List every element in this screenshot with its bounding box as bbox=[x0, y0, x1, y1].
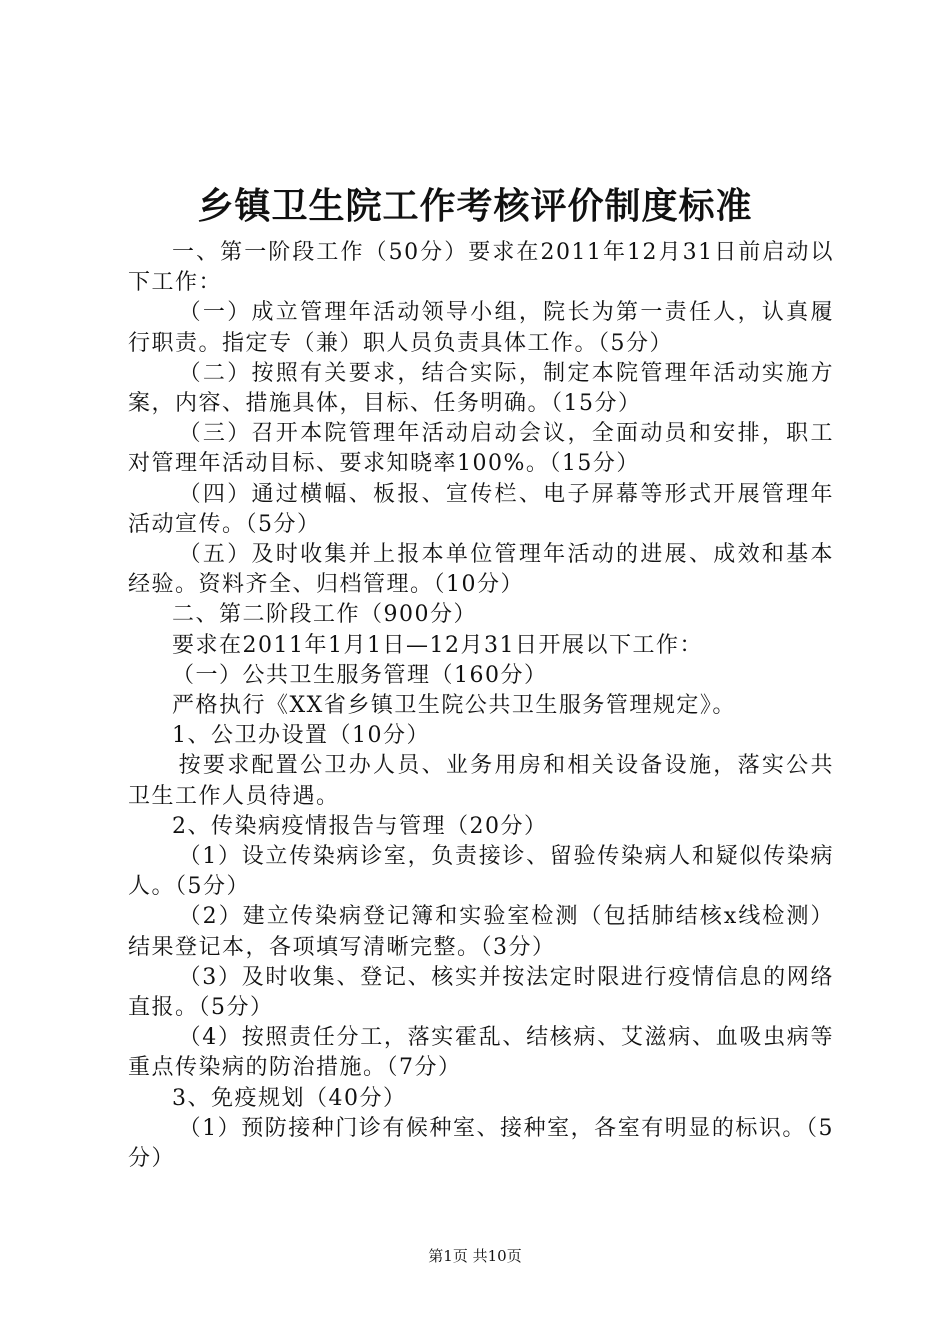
paragraph: （四）通过横幅、板报、宣传栏、电子屏幕等形式开展管理年活动宣传。（5分） bbox=[128, 481, 834, 537]
page-number-footer: 第1页 共10页 bbox=[428, 1247, 522, 1265]
paragraph: 要求在2011年1月1日—12月31日开展以下工作： bbox=[172, 632, 703, 658]
section-heading: 二、第二阶段工作（900分） bbox=[172, 602, 477, 628]
item-heading: 1、公卫办设置（10分） bbox=[172, 723, 430, 749]
item-heading: 3、免疫规划（40分） bbox=[172, 1085, 407, 1111]
section-heading: 一、第一阶段工作（50分）要求在2011年12月31日前启动以下工作： bbox=[128, 240, 834, 296]
paragraph: （3）及时收集、登记、核实并按法定时限进行疫情信息的网络直报。（5分） bbox=[128, 964, 834, 1021]
paragraph: （五）及时收集并上报本单位管理年活动的进展、成效和基本经验。资料齐全、归档管理。（10分） bbox=[128, 542, 834, 598]
paragraph: （1）预防接种门诊有候种室、接种室，各室有明显的标识。（5分） bbox=[128, 1115, 834, 1172]
document-body bbox=[128, 238, 834, 1174]
paragraph: （1）设立传染病诊室，负责接诊、留验传染病人和疑似传染病人。（5分） bbox=[128, 844, 834, 900]
paragraph: （三）召开本院管理年活动启动会议，全面动员和安排，职工对管理年活动目标、要求知晓率100%。（15分） bbox=[128, 421, 834, 477]
item-heading: 2、传染病疫情报告与管理（20分） bbox=[172, 813, 548, 839]
paragraph: 严格执行《XX省乡镇卫生院公共卫生服务管理规定》。 bbox=[172, 693, 736, 719]
paragraph: 按要求配置公卫办人员、业务用房和相关设备设施，落实公共卫生工作人员待遇。 bbox=[128, 753, 834, 809]
paragraph: （二）按照有关要求，结合实际，制定本院管理年活动实施方案，内容、措施具体，目标、任务明确。（15分） bbox=[128, 360, 834, 417]
paragraph: （4）按照责任分工，落实霍乱、结核病、艾滋病、血吸虫病等重点传染病的防治措施。（7分） bbox=[128, 1025, 834, 1081]
paragraph: （2）建立传染病登记簿和实验室检测（包括肺结核x线检测）结果登记本，各项填写清晰完整。（3分） bbox=[128, 904, 834, 960]
paragraph: （一）成立管理年活动领导小组，院长为第一责任人，认真履行职责。指定专（兼）职人员负责具体工作。（5分） bbox=[128, 300, 834, 356]
subsection-heading: （一）公共卫生服务管理（160分） bbox=[172, 662, 548, 688]
document-title: 乡镇卫生院工作考核评价制度标准 bbox=[197, 186, 753, 227]
